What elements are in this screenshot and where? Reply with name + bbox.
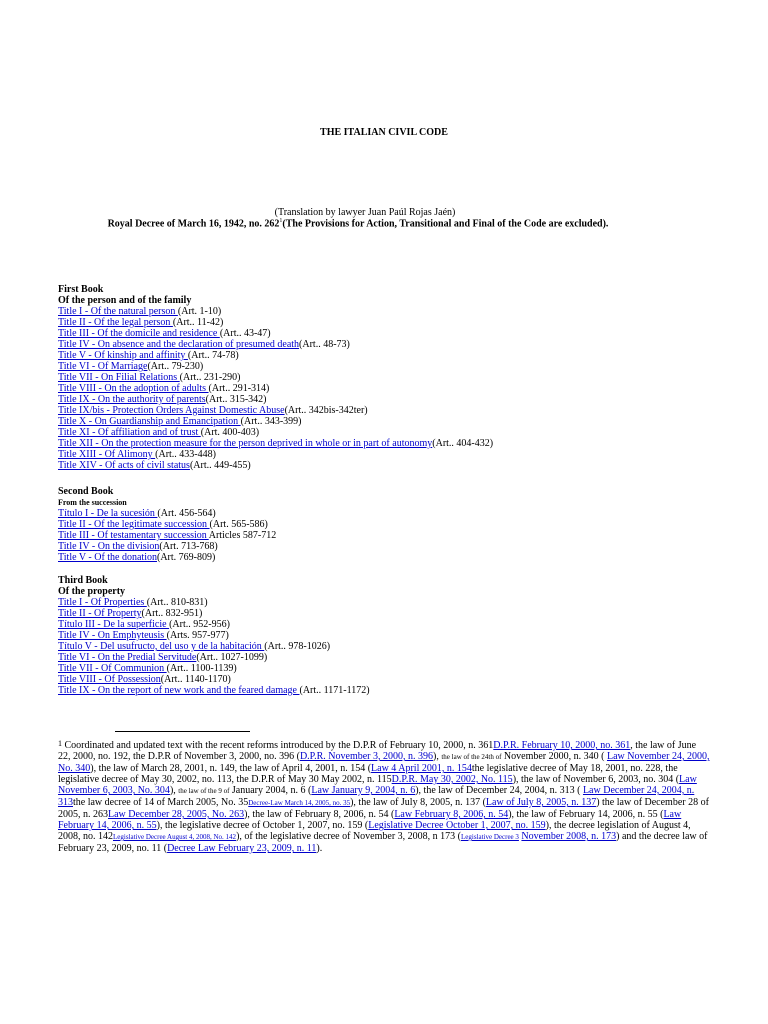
footnote <box>58 738 710 854</box>
article-range: (Art. 565-586) <box>209 519 268 530</box>
footnote-text: the law of the 24th of <box>441 753 502 761</box>
article-range: (Art.. 1171-1172) <box>299 685 370 696</box>
toc-link[interactable]: Title XII - On the protection measure for the person deprived in whole or in part of autonomy <box>58 438 433 449</box>
footnote-link[interactable]: Law November 6, 2003, No. 304 <box>58 774 697 796</box>
toc-row <box>58 394 718 405</box>
footnote-link[interactable]: Law November 24, 2000, No. 340 <box>58 751 710 774</box>
toc-link[interactable]: Title XIII - Of Alimony <box>58 449 156 460</box>
toc-link[interactable]: Title XI - Of affiliation and of trust <box>58 427 201 438</box>
footnote-link[interactable]: Law of July 8, 2005, n. 137 <box>485 797 597 808</box>
footnote-link[interactable]: Law 4 April 2001, n. 154 <box>371 763 472 774</box>
footnote-link[interactable]: Law December 24, 2004, n. 313 <box>58 785 695 808</box>
toc-link[interactable]: Title VIII - Of Possession <box>58 674 161 685</box>
footnote-text: ), the law of February 14, 2006, n. 55 ( <box>508 809 664 820</box>
footnote-text: ), the decree legislation of August 4, 2008, no. 142 <box>58 820 691 842</box>
toc-link[interactable]: Title III - Of the domicile and residence <box>58 328 220 339</box>
book-subheading: Of the person and of the family <box>58 295 192 306</box>
footnote-text: ), the law of February 8, 2006, n. 54 ( <box>244 809 395 820</box>
toc-link[interactable]: Título III - De la superficie <box>58 619 170 630</box>
toc-link[interactable]: Title II - Of the legal person <box>58 317 173 328</box>
footnote-text: ), the law of July 8, 2005, n. 137 ( <box>350 797 486 808</box>
footnote-ref[interactable]: 1 <box>279 218 283 224</box>
footnote-link[interactable]: November 2008, n. 173 <box>521 831 617 842</box>
toc-link[interactable]: Title I - Of Properties <box>58 597 147 608</box>
article-range: (Art.. 343-399) <box>240 416 302 427</box>
article-range: (Art.. 404-432) <box>432 438 494 449</box>
toc-row <box>58 552 718 563</box>
article-range: (Arts. 957-977) <box>166 630 229 641</box>
article-range: (Art.. 1140-1170) <box>160 674 231 685</box>
toc-row <box>58 663 718 674</box>
toc-row <box>58 641 718 652</box>
toc-row <box>58 427 718 438</box>
toc-row <box>58 339 718 350</box>
toc-row <box>58 530 718 541</box>
footnote-text: ), the law of March 28, 2001, n. 149, the law of April 4, 2001, n. 154 ( <box>90 763 372 774</box>
toc-link[interactable]: Title IV - On Emphyteusis <box>58 630 167 641</box>
translation-credit: (Translation by lawyer Juan Paúl Rojas Jaén) <box>274 207 456 218</box>
toc-link[interactable]: Title VII - Of Communion <box>58 663 167 674</box>
toc-row <box>58 449 718 460</box>
book-second <box>58 486 718 563</box>
toc-link[interactable]: Title III - Of testamentary succession <box>58 530 209 541</box>
toc-row <box>58 685 718 696</box>
toc-row <box>58 405 718 416</box>
footnote-text: ). <box>316 843 323 854</box>
toc-row <box>58 383 718 394</box>
footnote-link[interactable]: Legislative Decree October 1, 2007, no. 159 <box>368 820 546 831</box>
article-range: (Art.. 48-73) <box>299 339 350 350</box>
footnote-link[interactable]: D.P.R. May 30, 2002, No. 115 <box>391 774 513 785</box>
footnote-link[interactable]: Law February 8, 2006, n. 54 <box>394 809 509 820</box>
toc-row <box>58 306 718 317</box>
footnote-link[interactable]: Legislative Decree August 4, 2008, No. 142 <box>113 833 237 841</box>
article-range: (Art. 769-809) <box>156 552 216 563</box>
toc-link[interactable]: Title XIV - Of acts of civil status <box>58 460 190 471</box>
footnote-link[interactable]: D.P.R. November 3, 2000, n. 396 <box>299 751 433 762</box>
book-subheading: From the succession <box>58 498 127 507</box>
footnote-text: ) the law of December 28 of 2005, n. 263 <box>58 797 709 820</box>
toc-row <box>58 328 718 339</box>
decree-rest: (The Provisions for Action, Transitional and Final of the Code are excluded). <box>282 218 609 230</box>
toc-link[interactable]: Title IX - On the report of new work and the feared damage <box>58 685 300 696</box>
toc-link[interactable]: Title VII - On Filial Relations <box>58 372 180 383</box>
footnote-text: the legislative decree of May 18, 2001, no. 228, the legislative decree of May 30, 2002, no. 113, the D.P.R of May 30 May 2002, n. 115 <box>58 763 678 785</box>
book-heading: Second Book <box>58 486 114 497</box>
toc-row <box>58 350 718 361</box>
article-range: (Art. 400-403) <box>200 427 260 438</box>
decree-text: Royal Decree of March 16, 1942, no. 262 <box>107 218 280 230</box>
article-range: (Art. 713-768) <box>159 541 218 552</box>
article-range: (Art.. 1027-1099) <box>196 652 268 663</box>
toc-row <box>58 597 718 608</box>
toc-link[interactable]: Title X - On Guardianship and Emancipation <box>58 416 241 427</box>
footnote-link[interactable]: Law December 28, 2005, No. 263 <box>108 809 245 820</box>
article-range: (Art.. 342bis-342ter) <box>284 405 368 416</box>
article-range: (Art.. 449-455) <box>189 460 251 471</box>
article-range: (Art.. 978-1026) <box>264 641 331 652</box>
footnote-text: ), of the legislative decree of November 3, 2008, n 173 ( <box>236 831 461 842</box>
footnote-link[interactable]: Law February 14, 2006, n. 55 <box>58 809 682 831</box>
toc-row <box>58 519 718 530</box>
toc-row <box>58 361 718 372</box>
book-heading: Third Book <box>58 575 108 586</box>
toc-link[interactable]: Title II - Of the legitimate succession <box>58 519 210 530</box>
article-range: (Art.. 952-956) <box>169 619 230 630</box>
toc-link[interactable]: Title II - Of Property <box>58 608 142 619</box>
footnote-link[interactable]: D.P.R. February 10, 2000, no. 361 <box>493 740 631 751</box>
royal-decree-line <box>0 218 716 229</box>
footnote-text: the law of the 9 of <box>178 787 230 795</box>
toc-link[interactable]: Title IX/bis - Protection Orders Against Domestic Abuse <box>58 405 285 416</box>
footnote-body <box>58 740 709 854</box>
footnote-separator <box>115 731 250 732</box>
footnote-link[interactable]: Law January 9, 2004, n. 6 <box>311 785 416 796</box>
toc-link[interactable]: Title VI - On the Predial Servitude <box>58 652 197 663</box>
article-range: (Art.. 433-448) <box>155 449 216 460</box>
title-list <box>58 306 718 471</box>
toc-link[interactable]: Title V - Of the donation <box>58 552 157 563</box>
title-list <box>58 597 718 696</box>
toc-row <box>58 541 718 552</box>
footnote-link[interactable]: Legislative Decree 3 <box>461 833 519 841</box>
book-heading: First Book <box>58 284 104 295</box>
toc-row <box>58 416 718 427</box>
article-range: (Art.. 291-314) <box>208 383 270 394</box>
toc-link[interactable]: Title I - Of the natural person <box>58 306 178 317</box>
footnote-link[interactable]: Decree-Law March 14, 2005, no. 35 <box>248 799 351 807</box>
footnote-text: Coordinated and updated text with the recent reforms introduced by the D.P.R of February 10, 2000, n. 361 <box>62 740 494 751</box>
footnote-text: January 2004, n. 6 ( <box>229 785 312 796</box>
article-range: (Art.. 832-951) <box>141 608 203 619</box>
book-third <box>58 575 718 696</box>
toc-row <box>58 508 718 519</box>
article-range: (Art.. 43-47) <box>219 328 271 339</box>
toc-link[interactable]: Title VI - Of Marriage <box>58 361 148 372</box>
toc-link[interactable]: Title IV - On absence and the declaration of presumed death <box>58 339 300 350</box>
book-subheading: Of the property <box>58 586 126 597</box>
toc-row <box>58 317 718 328</box>
article-range: (Art.. 315-342) <box>205 394 267 405</box>
toc-row <box>58 608 718 619</box>
toc-link[interactable]: Title IV - On the division <box>58 541 160 552</box>
article-range: (Art.. 79-230) <box>147 361 204 372</box>
footnote-text: ), <box>169 785 179 796</box>
toc-link[interactable]: Title V - Of kinship and affinity <box>58 350 188 361</box>
article-range: Articles 587-712 <box>208 530 277 541</box>
book-first <box>58 284 718 471</box>
article-range: (Art.. 11-42) <box>172 317 224 328</box>
footnote-text: ), the law of November 6, 2003, no. 304 ( <box>512 774 680 785</box>
title-list <box>58 508 718 563</box>
toc-link[interactable]: Title IX - On the authority of parents <box>58 394 206 405</box>
footnote-text: ), the legislative decree of October 1, 2007, no. 159 ( <box>156 820 369 831</box>
toc-link[interactable]: Título V - Del usufructo, del uso y de la habitación <box>58 641 265 652</box>
document-title: THE ITALIAN CIVIL CODE <box>320 127 448 138</box>
article-range: (Art.. 74-78) <box>187 350 239 361</box>
toc-row <box>58 619 718 630</box>
footnote-text: the law decree of 14 of March 2005, No. 35 <box>73 797 249 808</box>
footnote-marker: 1 <box>58 739 62 748</box>
article-range: (Art.. 810-831) <box>146 597 208 608</box>
article-range: (Art.. 231-290) <box>179 372 241 383</box>
toc-row <box>58 674 718 685</box>
toc-link[interactable]: Title VIII - On the adoption of adults <box>58 383 209 394</box>
article-range: (Art. 456-564) <box>157 508 216 519</box>
footnote-text: ) and the decree law of February 23, 2009, no. 11 ( <box>58 831 708 854</box>
toc-row <box>58 630 718 641</box>
footnote-text: , the law of June 22, 2000, no. 192, the D.P.R of November 3, 2000, no. 396 ( <box>58 740 697 762</box>
footnote-text: November 2000, n. 340 ( <box>501 751 607 762</box>
footnote-link[interactable]: Decree Law February 23, 2009, n. 11 <box>167 843 317 854</box>
article-range: (Art. 1-10) <box>177 306 222 317</box>
toc-link[interactable]: Título I - De la sucesión <box>58 508 158 519</box>
article-range: (Art.. 1100-1139) <box>166 663 237 674</box>
toc-row <box>58 372 718 383</box>
toc-row <box>58 460 718 471</box>
footnote-text: ), <box>433 751 442 762</box>
toc-row <box>58 652 718 663</box>
toc-row <box>58 438 718 449</box>
footnote-text: ), the law of December 24, 2004, n. 313 ( <box>415 785 583 796</box>
